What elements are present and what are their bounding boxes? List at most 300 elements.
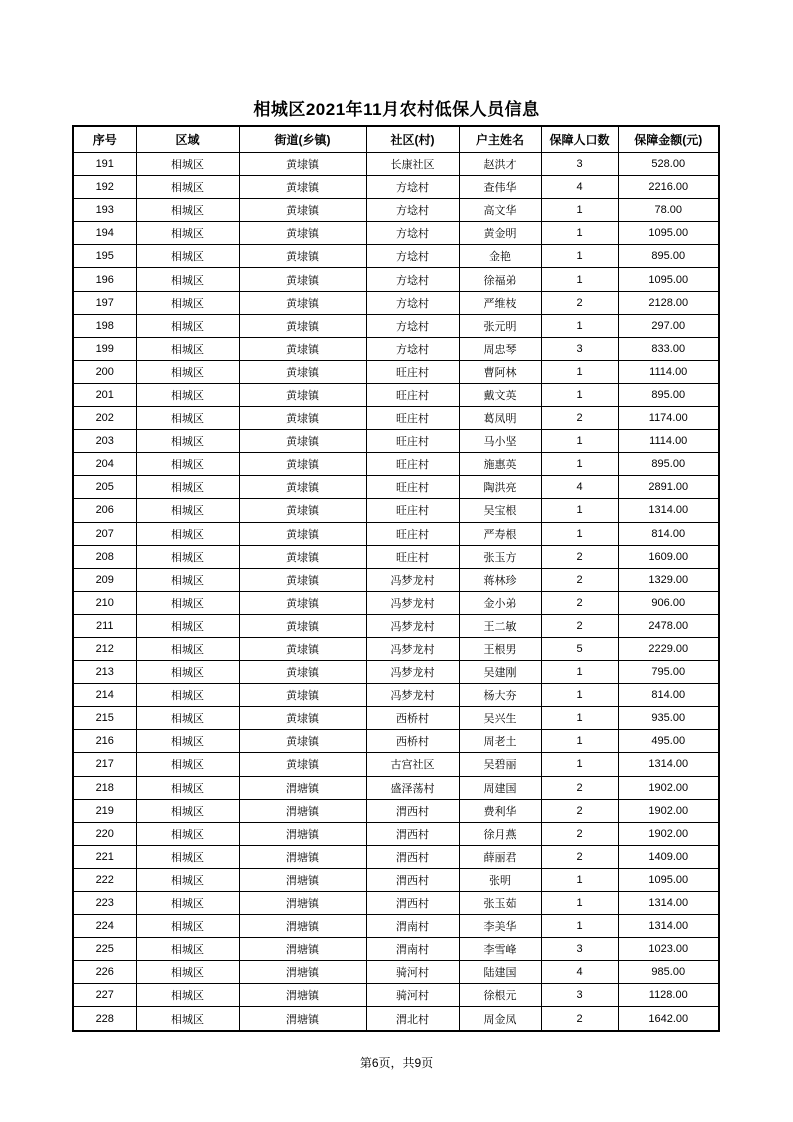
cell-population: 1: [541, 499, 618, 522]
cell-town: 黄埭镇: [239, 383, 366, 406]
cell-serial: 207: [73, 522, 136, 545]
cell-region: 相城区: [136, 845, 239, 868]
cell-region: 相城区: [136, 984, 239, 1007]
cell-region: 相城区: [136, 961, 239, 984]
cell-region: 相城区: [136, 545, 239, 568]
cell-serial: 193: [73, 199, 136, 222]
cell-region: 相城区: [136, 199, 239, 222]
cell-town: 渭塘镇: [239, 915, 366, 938]
cell-amount: 2478.00: [618, 614, 719, 637]
table-row: [73, 476, 719, 499]
table-row: [73, 661, 719, 684]
cell-region: 相城区: [136, 268, 239, 291]
cell-householder: 费利华: [459, 799, 541, 822]
cell-amount: 2229.00: [618, 637, 719, 660]
cell-town: 渭塘镇: [239, 938, 366, 961]
table-row: [73, 845, 719, 868]
cell-town: 黄埭镇: [239, 591, 366, 614]
cell-region: 相城区: [136, 360, 239, 383]
cell-householder: 金艳: [459, 245, 541, 268]
cell-village: 渭西村: [366, 822, 459, 845]
cell-serial: 226: [73, 961, 136, 984]
table-row: [73, 153, 719, 176]
cell-town: 黄埭镇: [239, 753, 366, 776]
cell-village: 方埝村: [366, 314, 459, 337]
table-header-row: [73, 126, 719, 153]
cell-region: 相城区: [136, 730, 239, 753]
cell-householder: 徐月燕: [459, 822, 541, 845]
beneficiary-table: [72, 125, 720, 1032]
cell-serial: 201: [73, 383, 136, 406]
cell-population: 1: [541, 268, 618, 291]
cell-village: 旺庄村: [366, 360, 459, 383]
table-row: [73, 383, 719, 406]
cell-population: 2: [541, 545, 618, 568]
cell-serial: 191: [73, 153, 136, 176]
cell-population: 1: [541, 730, 618, 753]
cell-householder: 周老土: [459, 730, 541, 753]
cell-householder: 高文华: [459, 199, 541, 222]
cell-householder: 查伟华: [459, 176, 541, 199]
cell-amount: 528.00: [618, 153, 719, 176]
cell-village: 冯梦龙村: [366, 637, 459, 660]
cell-village: 渭南村: [366, 938, 459, 961]
cell-region: 相城区: [136, 1007, 239, 1031]
cell-amount: 1902.00: [618, 799, 719, 822]
cell-population: 2: [541, 799, 618, 822]
table-row: [73, 637, 719, 660]
cell-village: 旺庄村: [366, 430, 459, 453]
cell-amount: 895.00: [618, 245, 719, 268]
cell-serial: 211: [73, 614, 136, 637]
cell-householder: 葛凤明: [459, 407, 541, 430]
cell-amount: 1902.00: [618, 822, 719, 845]
cell-town: 渭塘镇: [239, 776, 366, 799]
cell-village: 冯梦龙村: [366, 614, 459, 637]
cell-serial: 225: [73, 938, 136, 961]
cell-householder: 吴宝根: [459, 499, 541, 522]
cell-town: 黄埭镇: [239, 360, 366, 383]
page-title: 相城区2021年11月农村低保人员信息: [253, 100, 540, 119]
cell-householder: 张玉茹: [459, 892, 541, 915]
cell-town: 黄埭镇: [239, 430, 366, 453]
cell-householder: 马小坚: [459, 430, 541, 453]
cell-householder: 严寿根: [459, 522, 541, 545]
cell-householder: 徐福弟: [459, 268, 541, 291]
cell-population: 1: [541, 314, 618, 337]
cell-population: 3: [541, 153, 618, 176]
cell-serial: 208: [73, 545, 136, 568]
cell-village: 盛泽荡村: [366, 776, 459, 799]
cell-serial: 212: [73, 637, 136, 660]
cell-town: 黄埭镇: [239, 153, 366, 176]
cell-town: 渭塘镇: [239, 961, 366, 984]
table-row: [73, 291, 719, 314]
cell-amount: 833.00: [618, 337, 719, 360]
cell-region: 相城区: [136, 176, 239, 199]
cell-serial: 192: [73, 176, 136, 199]
cell-householder: 陆建国: [459, 961, 541, 984]
cell-householder: 陶洪亮: [459, 476, 541, 499]
cell-town: 黄埭镇: [239, 499, 366, 522]
cell-population: 2: [541, 845, 618, 868]
cell-householder: 张元明: [459, 314, 541, 337]
cell-town: 黄埭镇: [239, 661, 366, 684]
cell-amount: 1902.00: [618, 776, 719, 799]
cell-region: 相城区: [136, 430, 239, 453]
cell-population: 1: [541, 868, 618, 891]
column-header: 区域: [136, 126, 239, 153]
cell-village: 古宫社区: [366, 753, 459, 776]
cell-town: 黄埭镇: [239, 568, 366, 591]
cell-serial: 220: [73, 822, 136, 845]
table-row: [73, 1007, 719, 1031]
cell-serial: 214: [73, 684, 136, 707]
cell-town: 渭塘镇: [239, 1007, 366, 1031]
cell-population: 1: [541, 430, 618, 453]
cell-amount: 2128.00: [618, 291, 719, 314]
cell-population: 1: [541, 707, 618, 730]
cell-householder: 李雪峰: [459, 938, 541, 961]
cell-amount: 1114.00: [618, 430, 719, 453]
table-row: [73, 961, 719, 984]
cell-serial: 194: [73, 222, 136, 245]
cell-region: 相城区: [136, 245, 239, 268]
cell-householder: 杨大夯: [459, 684, 541, 707]
cell-village: 旺庄村: [366, 476, 459, 499]
cell-householder: 周建国: [459, 776, 541, 799]
cell-serial: 197: [73, 291, 136, 314]
cell-town: 黄埭镇: [239, 245, 366, 268]
table-row: [73, 430, 719, 453]
cell-householder: 周忠琴: [459, 337, 541, 360]
cell-population: 4: [541, 176, 618, 199]
cell-town: 黄埭镇: [239, 199, 366, 222]
table-row: [73, 614, 719, 637]
cell-region: 相城区: [136, 892, 239, 915]
cell-householder: 戴文英: [459, 383, 541, 406]
cell-village: 渭北村: [366, 1007, 459, 1031]
cell-village: 旺庄村: [366, 499, 459, 522]
table-row: [73, 199, 719, 222]
cell-householder: 赵洪才: [459, 153, 541, 176]
page-number: 第6页，共9页: [359, 1056, 434, 1070]
cell-amount: 1314.00: [618, 499, 719, 522]
cell-householder: 金小弟: [459, 591, 541, 614]
cell-householder: 张明: [459, 868, 541, 891]
cell-region: 相城区: [136, 822, 239, 845]
cell-region: 相城区: [136, 776, 239, 799]
cell-amount: 1095.00: [618, 268, 719, 291]
table-row: [73, 938, 719, 961]
cell-householder: 蒋林珍: [459, 568, 541, 591]
cell-population: 5: [541, 637, 618, 660]
cell-amount: 1409.00: [618, 845, 719, 868]
cell-region: 相城区: [136, 661, 239, 684]
cell-population: 1: [541, 199, 618, 222]
table-row: [73, 545, 719, 568]
table-row: [73, 453, 719, 476]
cell-town: 黄埭镇: [239, 684, 366, 707]
cell-population: 1: [541, 222, 618, 245]
cell-region: 相城区: [136, 153, 239, 176]
cell-population: 4: [541, 476, 618, 499]
cell-amount: 2891.00: [618, 476, 719, 499]
cell-population: 1: [541, 915, 618, 938]
cell-population: 1: [541, 360, 618, 383]
table-row: [73, 407, 719, 430]
cell-serial: 200: [73, 360, 136, 383]
cell-town: 渭塘镇: [239, 799, 366, 822]
column-header: 保障金额(元): [618, 126, 719, 153]
table-row: [73, 707, 719, 730]
cell-region: 相城区: [136, 314, 239, 337]
cell-serial: 222: [73, 868, 136, 891]
cell-householder: 吴建刚: [459, 661, 541, 684]
cell-town: 黄埭镇: [239, 407, 366, 430]
cell-serial: 206: [73, 499, 136, 522]
cell-population: 2: [541, 776, 618, 799]
cell-amount: 1642.00: [618, 1007, 719, 1031]
table-row: [73, 314, 719, 337]
cell-town: 黄埭镇: [239, 545, 366, 568]
cell-town: 黄埭镇: [239, 637, 366, 660]
table-row: [73, 822, 719, 845]
table-row: [73, 522, 719, 545]
cell-region: 相城区: [136, 637, 239, 660]
table-row: [73, 753, 719, 776]
cell-village: 骑河村: [366, 961, 459, 984]
cell-population: 1: [541, 245, 618, 268]
cell-town: 黄埭镇: [239, 268, 366, 291]
cell-village: 旺庄村: [366, 522, 459, 545]
column-header: 保障人口数: [541, 126, 618, 153]
cell-householder: 严维枝: [459, 291, 541, 314]
cell-serial: 216: [73, 730, 136, 753]
table-row: [73, 337, 719, 360]
cell-serial: 195: [73, 245, 136, 268]
cell-village: 骑河村: [366, 984, 459, 1007]
cell-serial: 205: [73, 476, 136, 499]
cell-amount: 495.00: [618, 730, 719, 753]
cell-village: 旺庄村: [366, 407, 459, 430]
cell-village: 方埝村: [366, 176, 459, 199]
cell-region: 相城区: [136, 591, 239, 614]
cell-amount: 814.00: [618, 522, 719, 545]
cell-serial: 227: [73, 984, 136, 1007]
cell-householder: 徐根元: [459, 984, 541, 1007]
table-row: [73, 915, 719, 938]
cell-town: 黄埭镇: [239, 337, 366, 360]
cell-village: 方埝村: [366, 337, 459, 360]
cell-householder: 王根男: [459, 637, 541, 660]
cell-amount: 1609.00: [618, 545, 719, 568]
cell-town: 黄埭镇: [239, 522, 366, 545]
cell-amount: 78.00: [618, 199, 719, 222]
table-row: [73, 892, 719, 915]
cell-serial: 202: [73, 407, 136, 430]
cell-amount: 795.00: [618, 661, 719, 684]
cell-population: 1: [541, 383, 618, 406]
column-header: 社区(村): [366, 126, 459, 153]
cell-serial: 198: [73, 314, 136, 337]
table-row: [73, 222, 719, 245]
cell-householder: 薛丽君: [459, 845, 541, 868]
cell-amount: 2216.00: [618, 176, 719, 199]
cell-town: 黄埭镇: [239, 707, 366, 730]
cell-amount: 1174.00: [618, 407, 719, 430]
cell-town: 渭塘镇: [239, 984, 366, 1007]
cell-town: 渭塘镇: [239, 822, 366, 845]
cell-region: 相城区: [136, 868, 239, 891]
cell-region: 相城区: [136, 568, 239, 591]
cell-serial: 224: [73, 915, 136, 938]
cell-region: 相城区: [136, 453, 239, 476]
cell-village: 渭西村: [366, 868, 459, 891]
cell-population: 1: [541, 661, 618, 684]
cell-amount: 1114.00: [618, 360, 719, 383]
cell-town: 渭塘镇: [239, 845, 366, 868]
cell-town: 渭塘镇: [239, 892, 366, 915]
cell-village: 方埝村: [366, 222, 459, 245]
cell-population: 2: [541, 614, 618, 637]
cell-region: 相城区: [136, 407, 239, 430]
cell-population: 2: [541, 822, 618, 845]
cell-amount: 1023.00: [618, 938, 719, 961]
cell-village: 西桥村: [366, 707, 459, 730]
cell-region: 相城区: [136, 799, 239, 822]
cell-village: 渭南村: [366, 915, 459, 938]
cell-householder: 吴碧丽: [459, 753, 541, 776]
cell-village: 渭西村: [366, 845, 459, 868]
cell-serial: 219: [73, 799, 136, 822]
cell-population: 3: [541, 984, 618, 1007]
column-header: 序号: [73, 126, 136, 153]
cell-region: 相城区: [136, 684, 239, 707]
table-row: [73, 684, 719, 707]
cell-town: 黄埭镇: [239, 614, 366, 637]
cell-serial: 199: [73, 337, 136, 360]
cell-amount: 1314.00: [618, 915, 719, 938]
cell-town: 黄埭镇: [239, 314, 366, 337]
cell-region: 相城区: [136, 383, 239, 406]
table-row: [73, 499, 719, 522]
table-row: [73, 176, 719, 199]
column-header: 街道(乡镇): [239, 126, 366, 153]
cell-householder: 曹阿林: [459, 360, 541, 383]
cell-population: 1: [541, 753, 618, 776]
cell-town: 黄埭镇: [239, 291, 366, 314]
cell-town: 黄埭镇: [239, 730, 366, 753]
table-row: [73, 591, 719, 614]
cell-region: 相城区: [136, 476, 239, 499]
cell-region: 相城区: [136, 707, 239, 730]
cell-village: 方埝村: [366, 268, 459, 291]
cell-amount: 814.00: [618, 684, 719, 707]
cell-serial: 221: [73, 845, 136, 868]
cell-population: 1: [541, 684, 618, 707]
cell-serial: 196: [73, 268, 136, 291]
cell-householder: 张玉方: [459, 545, 541, 568]
table-row: [73, 868, 719, 891]
cell-householder: 施惠英: [459, 453, 541, 476]
cell-serial: 213: [73, 661, 136, 684]
cell-region: 相城区: [136, 222, 239, 245]
cell-village: 方埝村: [366, 199, 459, 222]
cell-amount: 297.00: [618, 314, 719, 337]
cell-amount: 906.00: [618, 591, 719, 614]
column-header: 户主姓名: [459, 126, 541, 153]
cell-region: 相城区: [136, 614, 239, 637]
cell-population: 2: [541, 568, 618, 591]
cell-region: 相城区: [136, 291, 239, 314]
cell-village: 冯梦龙村: [366, 591, 459, 614]
table-row: [73, 799, 719, 822]
cell-village: 冯梦龙村: [366, 684, 459, 707]
cell-village: 旺庄村: [366, 545, 459, 568]
cell-amount: 1095.00: [618, 222, 719, 245]
cell-region: 相城区: [136, 915, 239, 938]
cell-serial: 218: [73, 776, 136, 799]
cell-population: 2: [541, 291, 618, 314]
cell-population: 2: [541, 1007, 618, 1031]
cell-village: 冯梦龙村: [366, 661, 459, 684]
cell-village: 旺庄村: [366, 383, 459, 406]
table-row: [73, 568, 719, 591]
cell-amount: 1329.00: [618, 568, 719, 591]
table-row: [73, 245, 719, 268]
cell-town: 黄埭镇: [239, 176, 366, 199]
cell-region: 相城区: [136, 522, 239, 545]
cell-serial: 228: [73, 1007, 136, 1031]
cell-serial: 203: [73, 430, 136, 453]
cell-village: 旺庄村: [366, 453, 459, 476]
cell-village: 方埝村: [366, 245, 459, 268]
cell-amount: 1314.00: [618, 892, 719, 915]
table-row: [73, 776, 719, 799]
cell-serial: 210: [73, 591, 136, 614]
cell-serial: 223: [73, 892, 136, 915]
cell-serial: 209: [73, 568, 136, 591]
cell-population: 2: [541, 591, 618, 614]
cell-householder: 吴兴生: [459, 707, 541, 730]
table-row: [73, 360, 719, 383]
cell-village: 渭西村: [366, 799, 459, 822]
cell-village: 渭西村: [366, 892, 459, 915]
cell-population: 3: [541, 337, 618, 360]
cell-serial: 215: [73, 707, 136, 730]
cell-town: 黄埭镇: [239, 453, 366, 476]
table-row: [73, 268, 719, 291]
cell-amount: 985.00: [618, 961, 719, 984]
cell-region: 相城区: [136, 753, 239, 776]
cell-householder: 周金凤: [459, 1007, 541, 1031]
cell-serial: 204: [73, 453, 136, 476]
cell-region: 相城区: [136, 938, 239, 961]
cell-village: 西桥村: [366, 730, 459, 753]
cell-amount: 895.00: [618, 383, 719, 406]
cell-population: 1: [541, 522, 618, 545]
cell-town: 渭塘镇: [239, 868, 366, 891]
cell-amount: 895.00: [618, 453, 719, 476]
cell-amount: 1314.00: [618, 753, 719, 776]
cell-householder: 李美华: [459, 915, 541, 938]
cell-town: 黄埭镇: [239, 476, 366, 499]
table-row: [73, 730, 719, 753]
cell-town: 黄埭镇: [239, 222, 366, 245]
cell-region: 相城区: [136, 499, 239, 522]
cell-amount: 1095.00: [618, 868, 719, 891]
